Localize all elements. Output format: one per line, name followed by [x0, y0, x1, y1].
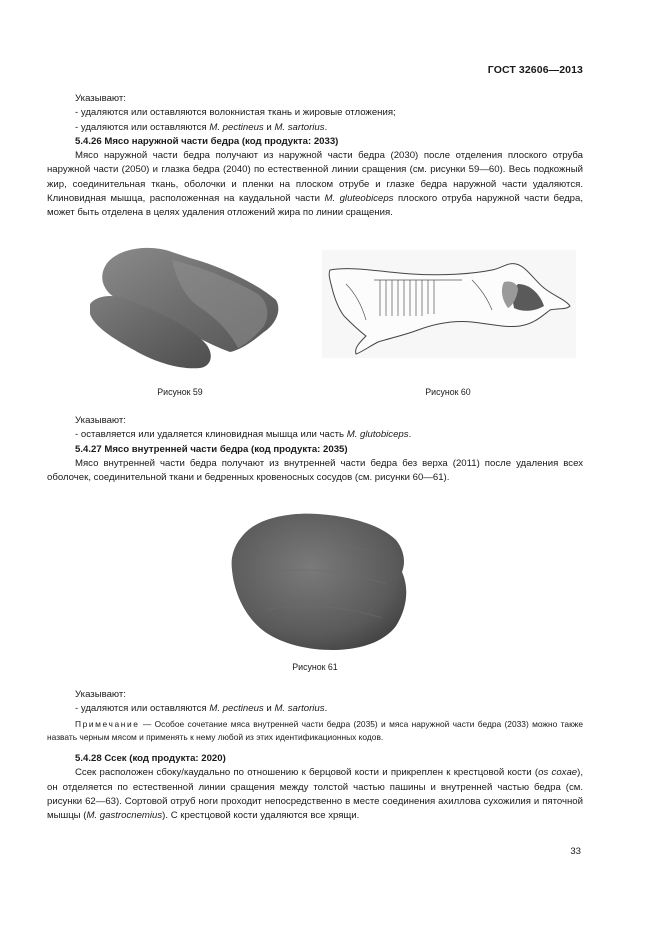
- section-paragraph-2035: Мясо внутренней части бедра получают из внутренней части бедра без верха (2011) после удаления всех оболочек, соединительной ткани и бедренных кровеносных сосудов (см. рисунки 60—61).: [47, 457, 583, 484]
- specification-block-1: [47, 92, 583, 221]
- note-block: [47, 718, 583, 744]
- section-heading-2035: 5.4.27 Мясо внутренней части бедра (код продукта: 2035): [75, 443, 348, 455]
- standard-header: ГОСТ 32606—2013: [487, 64, 583, 76]
- section-heading-2020: 5.4.28 Ссек (код продукта: 2020): [75, 753, 226, 764]
- list-item: - удаляются или оставляются M. pectineus и M. sartorius.: [75, 703, 328, 715]
- page-number: 33: [570, 846, 581, 857]
- figure-61-caption: Рисунок 61: [292, 662, 338, 672]
- indicate-label: Указывают:: [75, 93, 126, 104]
- section-2020-block: [47, 752, 583, 823]
- specification-block-2: [47, 414, 583, 485]
- section-paragraph-2020: Ссек расположен сбоку/каудально по отношению к берцовой кости и прикреплен к крестцовой кости (os coxae), он отделяется по естественной линии сращения между толстой частью пашины и внутренней частью бедра (см. рисунки 62—63). Сортовой отруб ноги проходит непосредственно в месте соединения ахиллова сухожилия и пяточной мышцы (M. gastrocnemius). С крестцовой кости удаляются все хрящи.: [47, 767, 583, 822]
- specification-block-3: [47, 688, 583, 717]
- indicate-label: Указывают:: [75, 415, 126, 426]
- note-paragraph: Примечание — Особое сочетание мяса внутренней части бедра (2035) и мяса наружной части бедра (2033) можно также назвать черным мясом и применять к нему любой из этих идентификационных кодов.: [47, 719, 583, 742]
- note-label: Примечание: [75, 719, 140, 729]
- figure-60-caption: Рисунок 60: [425, 387, 471, 397]
- figure-60-carcass-diagram: [322, 250, 576, 358]
- section-heading-2033: 5.4.26 Мясо наружной части бедра (код продукта: 2033): [75, 135, 339, 147]
- figure-59-caption: Рисунок 59: [157, 387, 203, 397]
- list-item: - удаляются или оставляются волокнистая ткань и жировые отложения;: [75, 107, 396, 119]
- figure-59-meat-cuts: [80, 240, 290, 375]
- list-item: - удаляются или оставляются M. pectineus и M. sartorius.: [75, 121, 328, 133]
- list-item: - оставляется или удаляется клиновидная мышца или часть M. glutobiceps.: [75, 429, 412, 441]
- section-paragraph-2033: Мясо наружной части бедра получают из наружной части бедра (2030) после отделения плоского отруба наружной части (2050) и глазка бедра (2040) по естественной линии сращения (см. рисунки 59—60). Весь подкожный жир, соединительная ткань, оболочки и пленки на плоском отрубе и глазке бедра наружной части удаляются. Клиновидная мышца, расположенная на каудальной части M. gluteobiceps плоского отруба наружной части бедра, может быть отделена в целях удаления отложений жира по линии сращения.: [47, 150, 583, 219]
- figure-61-meat-cut: [226, 506, 412, 654]
- indicate-label: Указывают:: [75, 689, 126, 700]
